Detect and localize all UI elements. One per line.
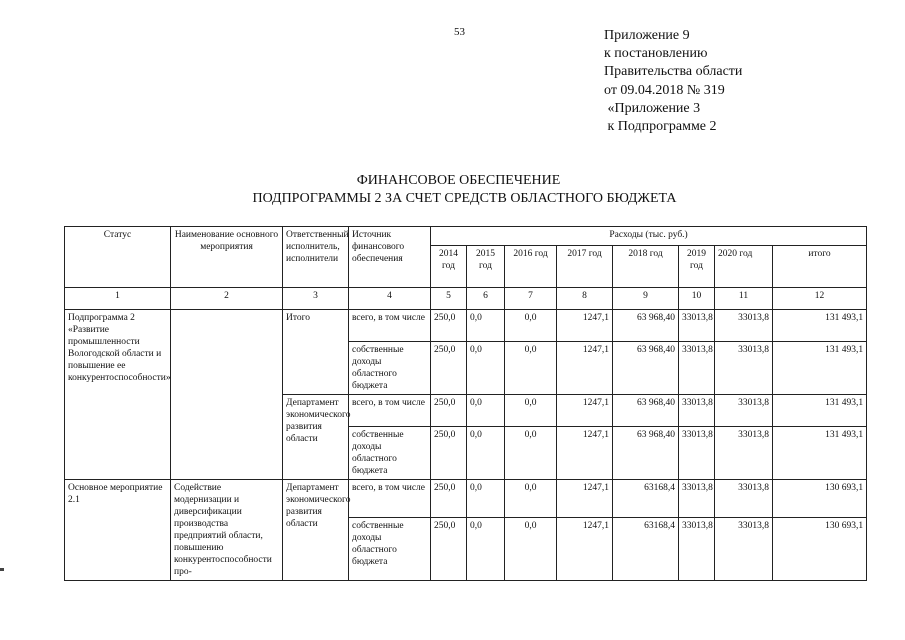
value-cell: 63 968,40: [613, 342, 679, 395]
value-cell: 1247,1: [557, 480, 613, 518]
appendix-line: к Подпрограмме 2: [604, 119, 717, 135]
header-source: Источник финансового обеспечения: [349, 227, 431, 288]
status-cell: Основное мероприятие 2.1: [65, 480, 171, 581]
title-line-1: ФИНАНСОВОЕ ОБЕСПЕЧЕНИЕ: [356, 173, 561, 188]
value-cell: 1247,1: [557, 342, 613, 395]
appendix-line: Приложение 9: [604, 28, 690, 43]
status-cell: Подпрограмма 2 «Развитие промышленности Вологодской области и повышение ее конкурентоспособности»: [65, 310, 171, 480]
value-cell: 130 693,1: [773, 518, 867, 581]
source-cell: всего, в том числе: [349, 310, 431, 342]
value-cell: 33013,8: [715, 480, 773, 518]
value-cell: 0,0: [505, 480, 557, 518]
financing-table: [64, 226, 867, 581]
header-year: 2016 год: [505, 246, 557, 288]
column-number: 7: [505, 288, 557, 310]
value-cell: 0,0: [505, 427, 557, 480]
value-cell: 33013,8: [715, 310, 773, 342]
appendix-note: [604, 27, 742, 136]
table-row: [65, 480, 867, 518]
value-cell: 0,0: [467, 480, 505, 518]
value-cell: 33013,8: [679, 395, 715, 427]
appendix-line: от 09.04.2018 № 319: [604, 82, 725, 98]
value-cell: 250,0: [431, 342, 467, 395]
header-total: итого: [773, 246, 867, 288]
value-cell: 250,0: [431, 310, 467, 342]
table-row: [65, 310, 867, 342]
responsible-cell: Департамент экономического развития области: [283, 395, 349, 480]
source-cell: всего, в том числе: [349, 480, 431, 518]
header-status: Статус: [65, 227, 171, 288]
document-title: [0, 172, 905, 208]
value-cell: 1247,1: [557, 518, 613, 581]
value-cell: 33013,8: [715, 518, 773, 581]
column-number: 2: [171, 288, 283, 310]
value-cell: 250,0: [431, 427, 467, 480]
header-year: 2014 год: [431, 246, 467, 288]
appendix-line: к постановлению: [604, 46, 708, 62]
value-cell: 33013,8: [715, 395, 773, 427]
value-cell: 33013,8: [679, 480, 715, 518]
scan-edge-mark: [0, 568, 4, 571]
source-cell: всего, в том числе: [349, 395, 431, 427]
column-number: 10: [679, 288, 715, 310]
value-cell: 0,0: [467, 395, 505, 427]
value-cell: 0,0: [505, 395, 557, 427]
value-cell: 33013,8: [679, 518, 715, 581]
value-cell: 33013,8: [679, 427, 715, 480]
value-cell: 33013,8: [715, 427, 773, 480]
responsible-cell: Департамент экономического развития области: [283, 480, 349, 581]
header-row: [65, 227, 867, 246]
value-cell: 33013,8: [679, 342, 715, 395]
appendix-line: Правительства области: [604, 64, 743, 80]
value-cell: 131 493,1: [773, 395, 867, 427]
value-cell: 1247,1: [557, 395, 613, 427]
header-name: Наименование основного мероприятия: [171, 227, 283, 288]
source-cell: собственные доходы областного бюджета: [349, 342, 431, 395]
header-year: 2015 год: [467, 246, 505, 288]
column-number: 4: [349, 288, 431, 310]
name-cell: [171, 310, 283, 480]
column-number: 5: [431, 288, 467, 310]
value-cell: 63168,4: [613, 518, 679, 581]
value-cell: 250,0: [431, 480, 467, 518]
column-number: 3: [283, 288, 349, 310]
value-cell: 0,0: [467, 342, 505, 395]
header-year: 2020 год: [715, 246, 773, 288]
source-cell: собственные доходы областного бюджета: [349, 518, 431, 581]
value-cell: 250,0: [431, 395, 467, 427]
value-cell: 131 493,1: [773, 342, 867, 395]
column-number: 12: [773, 288, 867, 310]
column-number: 8: [557, 288, 613, 310]
column-number-row: [65, 288, 867, 310]
value-cell: 130 693,1: [773, 480, 867, 518]
value-cell: 63 968,40: [613, 427, 679, 480]
responsible-cell: Итого: [283, 310, 349, 395]
source-cell: собственные доходы областного бюджета: [349, 427, 431, 480]
header-year: 2019 год: [679, 246, 715, 288]
value-cell: 0,0: [467, 427, 505, 480]
value-cell: 63168,4: [613, 480, 679, 518]
value-cell: 33013,8: [679, 310, 715, 342]
value-cell: 0,0: [505, 342, 557, 395]
header-expenses: Расходы (тыс. руб.): [431, 227, 867, 246]
value-cell: 131 493,1: [773, 310, 867, 342]
value-cell: 63 968,40: [613, 310, 679, 342]
title-line-2: ПОДПРОГРАММЫ 2 ЗА СЧЕТ СРЕДСТВ ОБЛАСТНОГО БЮДЖЕТА: [252, 191, 677, 206]
value-cell: 63 968,40: [613, 395, 679, 427]
value-cell: 0,0: [505, 518, 557, 581]
name-cell: Содействие модернизации и диверсификации производства предприятий области, повышению конкурентоспособности про-: [171, 480, 283, 581]
value-cell: 0,0: [467, 310, 505, 342]
value-cell: 1247,1: [557, 427, 613, 480]
value-cell: 250,0: [431, 518, 467, 581]
header-year: 2018 год: [613, 246, 679, 288]
page-number: 53: [454, 26, 465, 38]
value-cell: 33013,8: [715, 342, 773, 395]
column-number: 11: [715, 288, 773, 310]
value-cell: 131 493,1: [773, 427, 867, 480]
value-cell: 0,0: [467, 518, 505, 581]
column-number: 9: [613, 288, 679, 310]
column-number: 1: [65, 288, 171, 310]
header-responsible: Ответственный исполнитель, исполнители: [283, 227, 349, 288]
appendix-line: «Приложение 3: [604, 100, 701, 116]
column-number: 6: [467, 288, 505, 310]
header-year: 2017 год: [557, 246, 613, 288]
value-cell: 1247,1: [557, 310, 613, 342]
value-cell: 0,0: [505, 310, 557, 342]
